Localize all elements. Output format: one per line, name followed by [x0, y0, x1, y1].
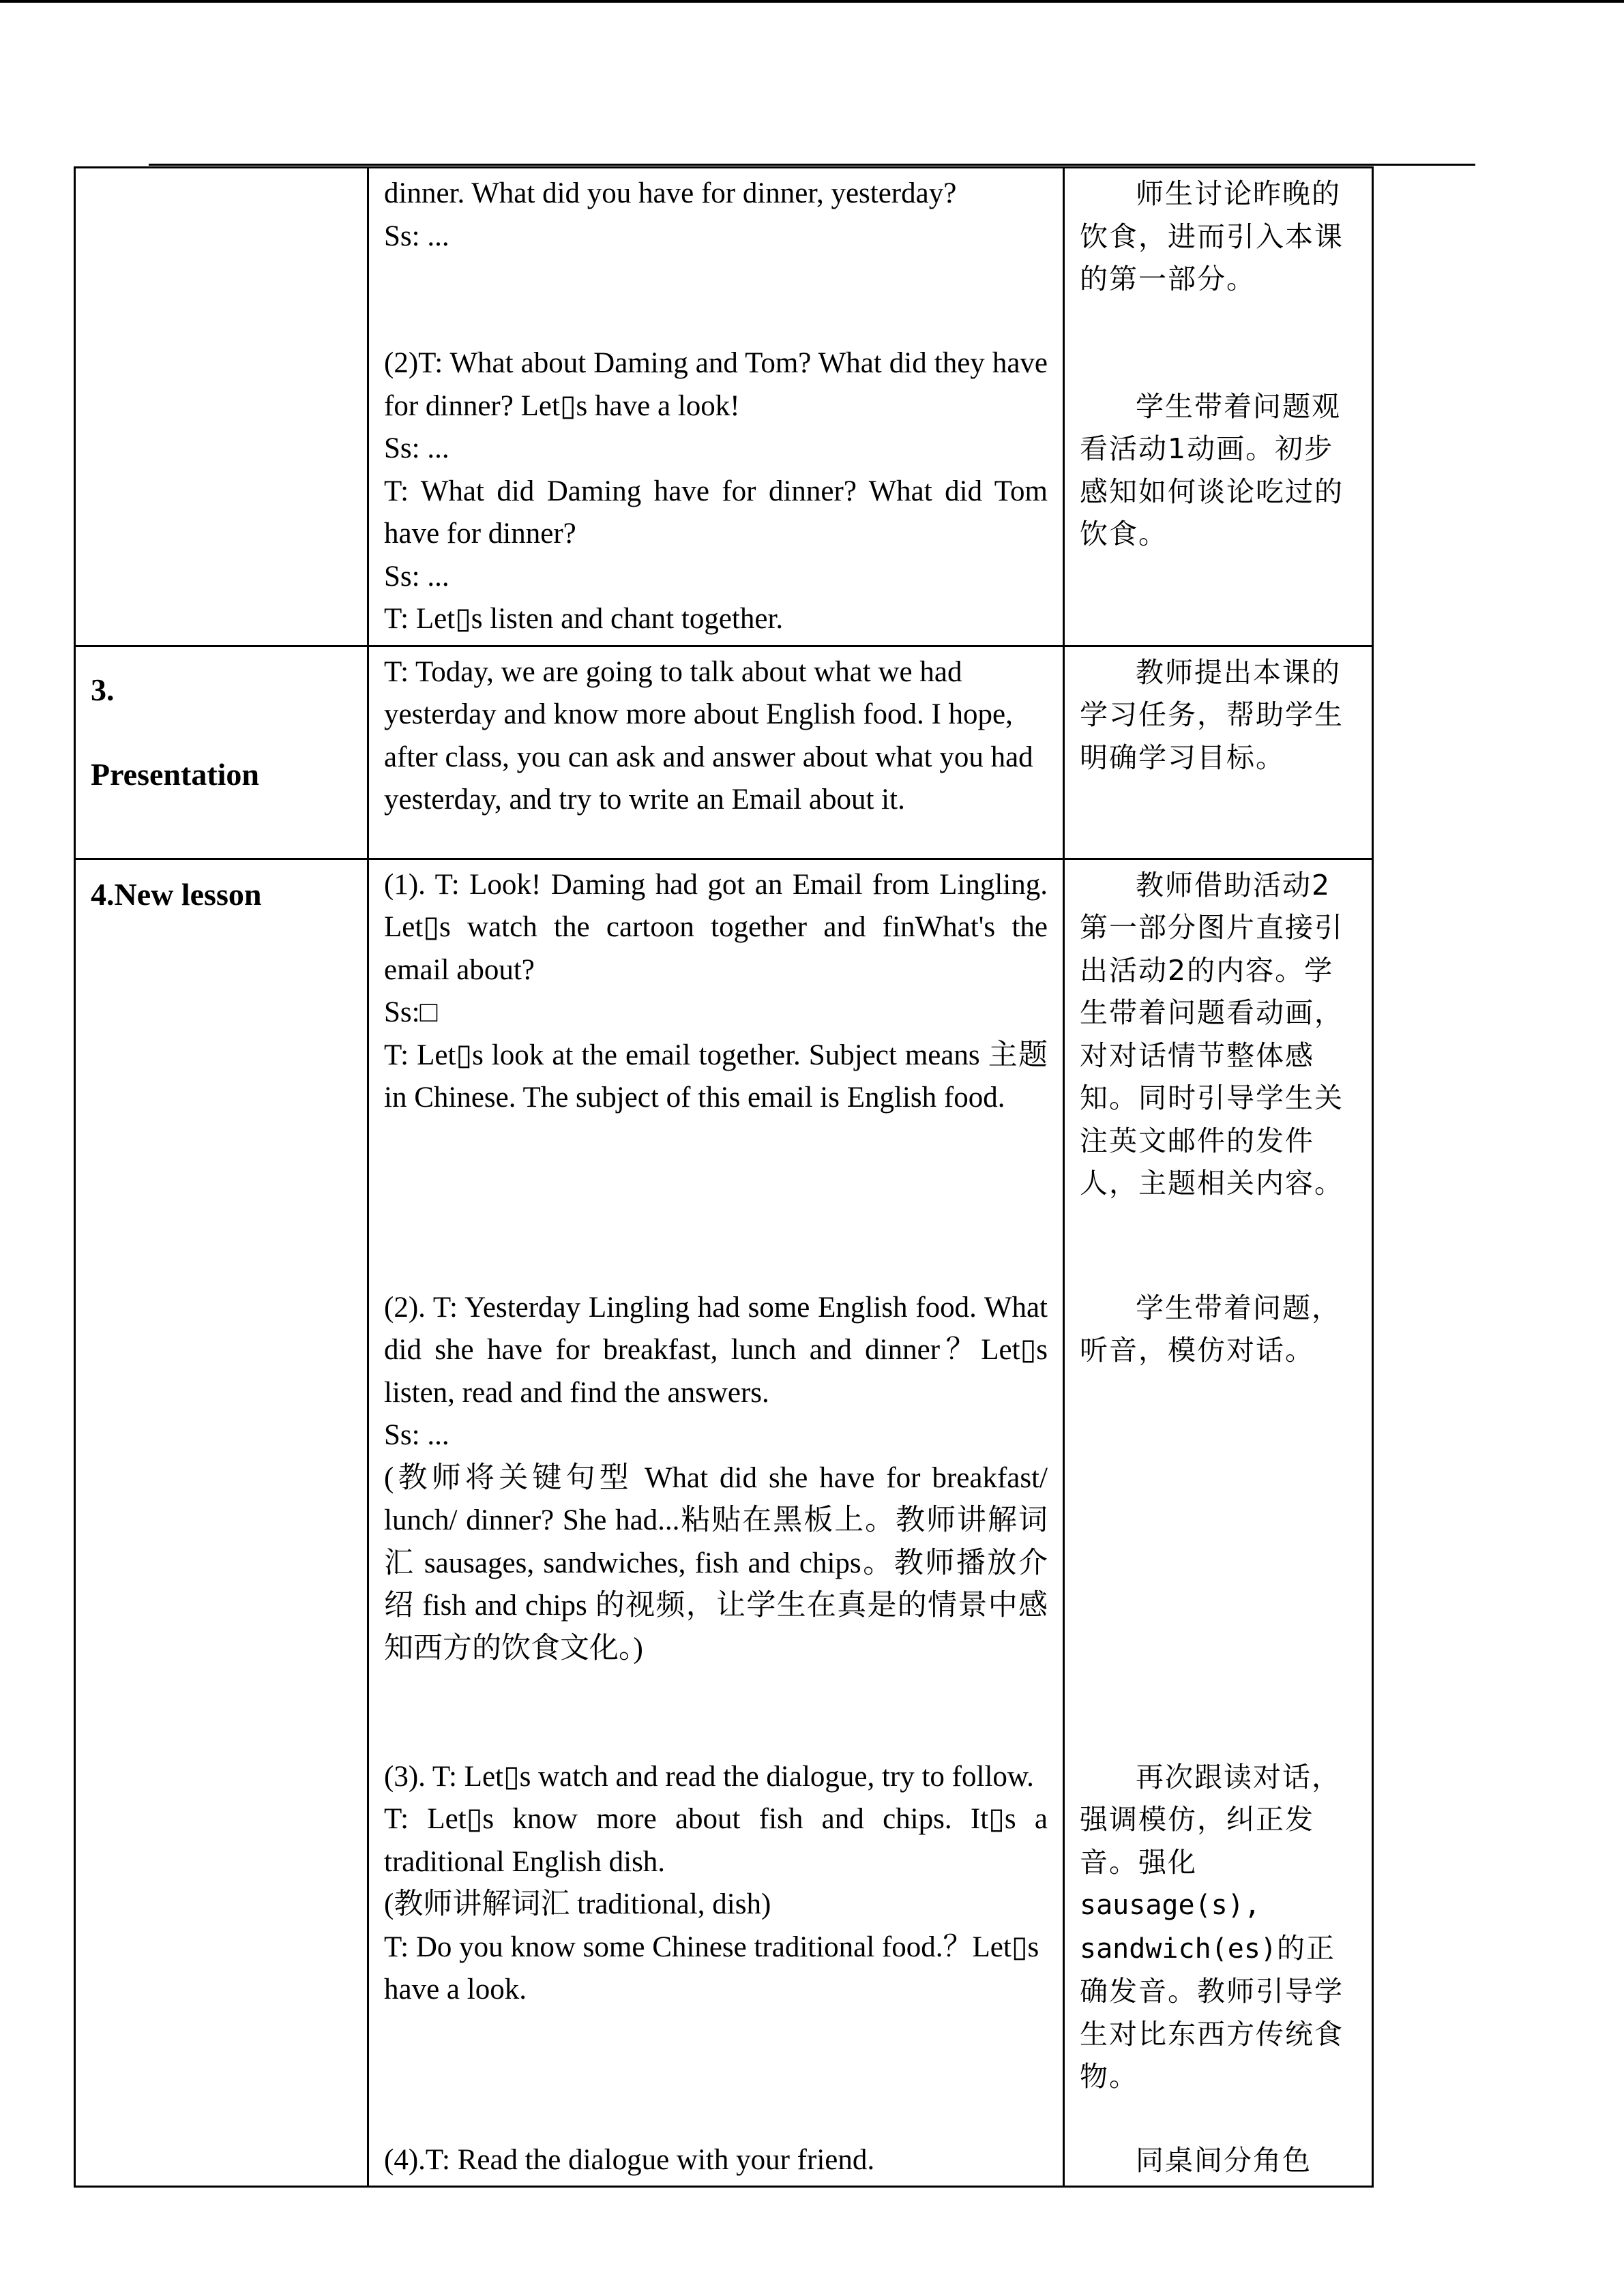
page-top-edge [0, 0, 1624, 3]
lesson-plan-table [74, 166, 1374, 2188]
design-note: 教师借助活动2第一部分图片直接引出活动2的内容。学生带着问题看动画，对对话情节整体感知。同时引导学生关注英文邮件的发件人，主题相关内容。 [1080, 868, 1344, 1199]
stage-cell [75, 168, 368, 646]
note-text: 再次跟读对话，强调模仿，纠正发音。强化 [1080, 1760, 1341, 1879]
procedure-line: Ss:□ [384, 996, 438, 1028]
note-text: 的正确发音。教师引导学生对比东西方传统食物。 [1080, 1931, 1344, 2093]
procedure-line: (3). T: Let▯s watch and read the dialogue, try to follow. [384, 1760, 1034, 1793]
note-cell [1064, 168, 1373, 646]
stage-cell [75, 859, 368, 2187]
procedure-step-4 [384, 2139, 1048, 2182]
stage-cell [75, 646, 368, 859]
table-row [75, 646, 1373, 859]
design-note: 同桌间分角色 [1136, 2143, 1312, 2177]
design-note: 学生带着问题观看活动1动画。初步感知如何谈论吃过的饮食。 [1080, 389, 1344, 550]
procedure-cell [368, 646, 1064, 859]
design-note: 教师提出本课的学习任务，帮助学生明确学习目标。 [1080, 655, 1344, 774]
procedure-line: T: Let▯s know more about fish and chips. It▯s a traditional English dish. [384, 1803, 1048, 1878]
procedure-cell [368, 859, 1064, 2187]
procedure-line: (1). T: Look! Daming had got an Email from Lingling. Let▯s watch the cartoon together and finWhat's the email about? [384, 868, 1048, 986]
procedure-text: T: Today, we are going to talk about what we had yesterday and know more about English food. I hope, after class, you can ask and answer about what you had yesterday, and try to write an Email about it. [384, 655, 1033, 816]
procedure-line: T: Let▯s look at the email together. Subject means 主题 in Chinese. The subject of this email is English food. [384, 1039, 1048, 1114]
procedure-cell [368, 168, 1064, 646]
procedure-step-2 [384, 1287, 1048, 1756]
design-note: 学生带着问题，听音，模仿对话。 [1080, 1291, 1341, 1367]
procedure-line: Ss: ... [384, 432, 449, 464]
procedure-line: (2)T: What about Daming and Tom? What did they have for dinner? Let▯s have a look! [384, 347, 1048, 422]
procedure-line: (教师讲解词汇 traditional, dish) [384, 1888, 771, 1920]
design-note [1080, 1756, 1357, 2098]
procedure-line: Ss: ... [384, 560, 449, 593]
stage-title: 3. [91, 672, 115, 707]
procedure-line: dinner. What did you have for dinner, yesterday? [384, 177, 957, 209]
procedure-line: T: Do you know some Chinese traditional food.？Let▯s have a look. [384, 1930, 1039, 2006]
procedure-step-1 [384, 864, 1048, 1287]
procedure-line: Ss: ... [384, 1419, 449, 1451]
design-note: 师生讨论昨晚的饮食，进而引入本课的第一部分。 [1080, 177, 1344, 295]
header-rule [149, 164, 1475, 166]
procedure-line: (教师将关键句型 What did she have for breakfast/ lunch/ dinner? She had...粘贴在黑板上。教师讲解词汇 sausages, sandwiches, fish and chips。教师播放介绍 fish and chips 的视频，让学生在真是的情景中感知西方的饮食文化。) [384, 1461, 1048, 1665]
stage-title: 4.New lesson [91, 876, 262, 912]
procedure-line: T: What did Daming have for dinner? What did Tom have for dinner? [384, 475, 1048, 550]
procedure-line: (4).T: Read the dialogue with your friend. [384, 2143, 875, 2176]
note-cell [1064, 646, 1373, 859]
note-cell [1064, 859, 1373, 2187]
procedure-line: T: Let▯s listen and chant together. [384, 603, 784, 635]
procedure-line: (2). T: Yesterday Lingling had some English food. What did she have for breakfast, lunch and dinner？Let▯s listen, read and find the answers. [384, 1291, 1048, 1409]
table-row [75, 168, 1373, 646]
note-code: sausage(s), sandwich(es) [1080, 1890, 1277, 1965]
table-row [75, 859, 1373, 2187]
procedure-step-3 [384, 1756, 1048, 2139]
procedure-line: Ss: ... [384, 220, 449, 252]
stage-title: Presentation [91, 757, 260, 792]
